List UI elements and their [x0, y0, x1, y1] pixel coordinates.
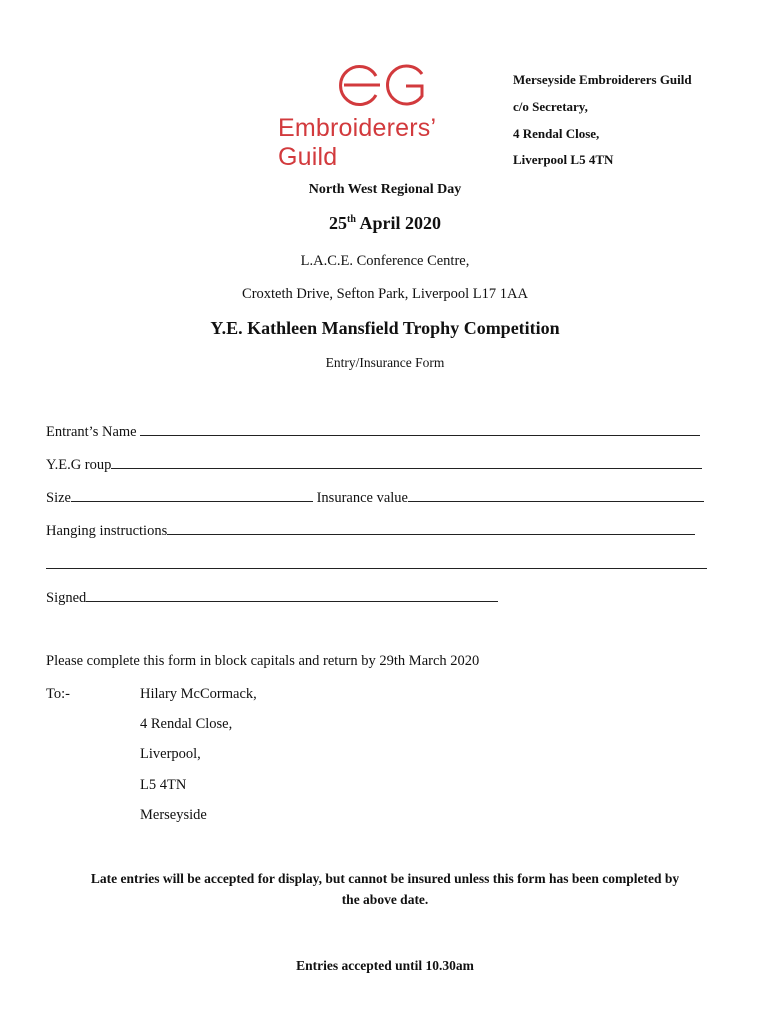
instructions-text: Please complete this form in block capitals and return by 29th March 2020	[46, 653, 480, 669]
signed-row	[46, 588, 498, 607]
group-input[interactable]	[111, 455, 702, 469]
to-label: To:-	[46, 686, 70, 702]
event-date-day: 25	[329, 213, 348, 233]
late-entries-note-line-2: the above date.	[341, 892, 429, 907]
recipient-line: Hilary McCormack,	[140, 686, 257, 702]
group-row	[46, 455, 702, 474]
recipient-line: 4 Rendal Close,	[140, 716, 233, 732]
event-title: North West Regional Day	[308, 182, 462, 197]
recipient-line: L5 4TN	[140, 777, 187, 793]
signed-label: Signed	[46, 590, 87, 606]
recipient-line: Merseyside	[140, 807, 207, 823]
size-row	[46, 488, 704, 507]
logo-text: Embroiderers’ Guild	[278, 114, 436, 171]
hanging-row	[46, 521, 695, 540]
signed-input[interactable]	[86, 588, 498, 602]
hanging-label: Hanging instructions	[46, 523, 168, 539]
recipient-line: Liverpool,	[140, 746, 201, 762]
entrant-name-input[interactable]	[140, 422, 700, 436]
entrant-name-row	[46, 422, 700, 441]
entrant-name-label: Entrant’s Name	[46, 424, 137, 440]
hanging-continuation-line[interactable]	[46, 568, 707, 569]
address-line-4: Liverpool L5 4TN	[513, 152, 614, 167]
competition-title: Y.E. Kathleen Mansfield Trophy Competition	[210, 318, 560, 338]
size-label: Size	[46, 490, 71, 506]
size-input[interactable]	[71, 488, 313, 502]
event-date-suffix: th	[347, 214, 356, 225]
late-entries-note-line-1: Late entries will be accepted for display, but cannot be insured unless this form has been completed by	[90, 871, 680, 886]
event-date-rest: April 2020	[355, 213, 441, 233]
form-name: Entry/Insurance Form	[325, 355, 445, 370]
event-venue-address: Croxteth Drive, Sefton Park, Liverpool L17 1AA	[242, 286, 528, 302]
insurance-value-input[interactable]	[408, 488, 704, 502]
address-line-1: Merseyside Embroiderers Guild	[513, 72, 692, 87]
event-venue: L.A.C.E. Conference Centre,	[300, 253, 470, 269]
address-line-3: 4 Rendal Close,	[513, 126, 600, 141]
deadline-note: Entries accepted until 10.30am	[296, 958, 474, 973]
hanging-input[interactable]	[167, 521, 695, 535]
group-label: Y.E.G roup	[46, 457, 112, 473]
address-line-2: c/o Secretary,	[513, 99, 588, 114]
embroiderers-guild-logo	[278, 62, 490, 171]
event-date	[0, 213, 770, 234]
eg-monogram-icon	[336, 62, 436, 108]
insurance-value-label: Insurance value	[316, 490, 408, 506]
